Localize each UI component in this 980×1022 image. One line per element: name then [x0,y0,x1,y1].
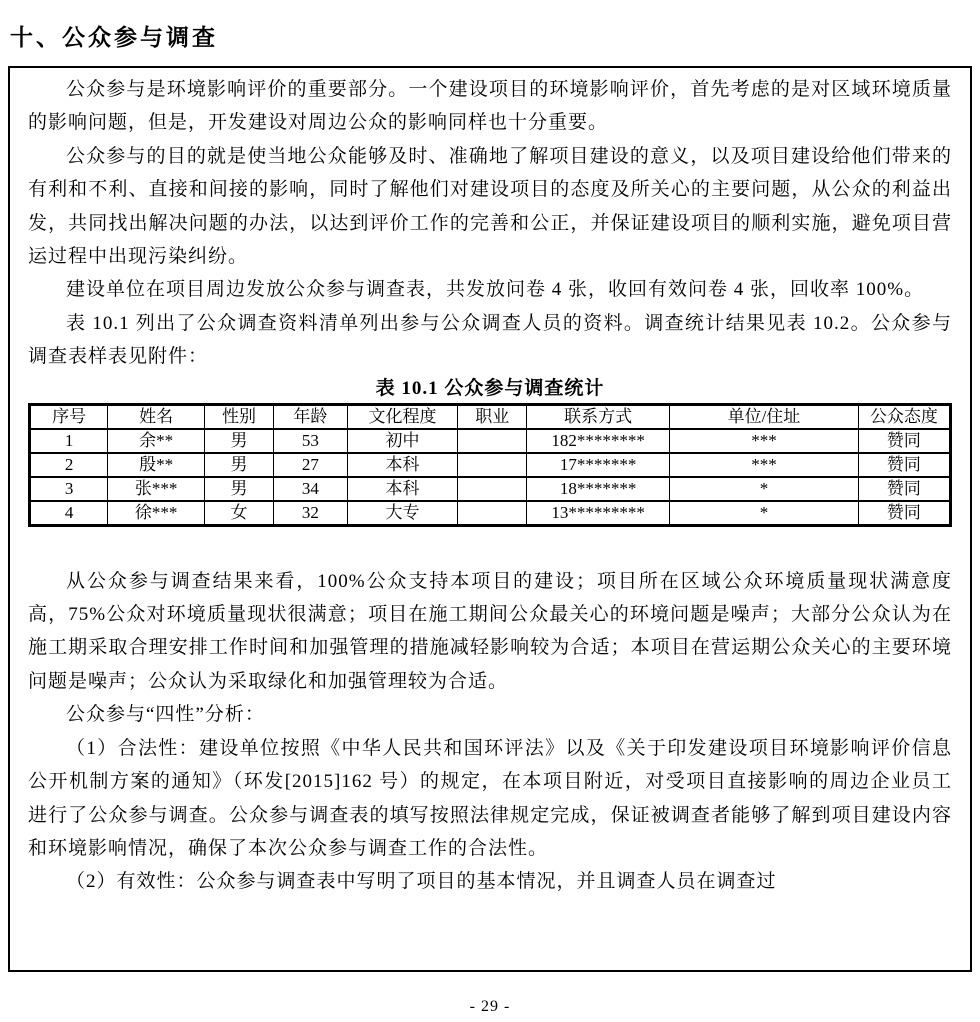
cell: 18******* [527,477,670,501]
table-row [30,477,951,501]
col-header: 文化程度 [347,404,458,429]
paragraph: 公众参与是环境影响评价的重要部分。一个建设项目的环境影响评价，首先考虑的是对区域环境质量的影响问题，但是，开发建设对周边公众的影响同样也十分重要。 [28,79,952,134]
cell: 4 [30,501,108,526]
cell: 17******* [527,453,670,477]
survey-table [28,403,952,527]
cell: *** [670,429,859,453]
section-heading: 十、公众参与调查 [10,24,218,50]
cell: 182******** [527,429,670,453]
cell [458,501,527,526]
table-header-row [30,404,951,429]
table-row [30,501,951,526]
cell: 赞同 [858,453,950,477]
cell: *** [670,453,859,477]
paragraph: （2）有效性：公众参与调查表中写明了项目的基本情况，并且调查人员在调查过 [66,871,777,893]
cell: 赞同 [858,477,950,501]
cell: 赞同 [858,501,950,526]
paragraph: 公众参与“四性”分析： [66,704,265,726]
cell: 大专 [347,501,458,526]
cell: 1 [30,429,108,453]
cell [458,477,527,501]
paragraph: 从公众参与调查结果来看，100%公众支持本项目的建设；项目所在区域公众环境质量现状满意度高，75%公众对环境质量现状很满意；项目在施工期间公众最关心的环境问题是噪声；大部分公众认为在施工期采取合理安排工作时间和加强管理的措施减轻影响较为合适；本项目在营运期公众关心的主要环境问题是噪声；公众认为采取绿化和加强管理较为合适。 [28,570,952,692]
cell: * [670,501,859,526]
col-header: 联系方式 [527,404,670,429]
cell: 13********* [527,501,670,526]
paragraph: 建设单位在项目周边发放公众参与调查表，共发放问卷 4 张，收回有效问卷 4 张，回收率 100%。 [66,279,925,301]
cell: 张*** [108,477,205,501]
col-header: 性别 [204,404,273,429]
cell: 女 [204,501,273,526]
cell: 本科 [347,453,458,477]
cell: 2 [30,453,108,477]
cell: 本科 [347,477,458,501]
cell: 男 [204,477,273,501]
cell: 初中 [347,429,458,453]
cell: 男 [204,453,273,477]
col-header: 姓名 [108,404,205,429]
paragraph: 表 10.1 列出了公众调查资料清单列出参与公众调查人员的资料。调查统计结果见表 10.2。公众参与调查表样表见附件： [28,312,952,368]
cell: 32 [274,501,348,526]
cell: 27 [274,453,348,477]
cell: 徐*** [108,501,205,526]
col-header: 职业 [458,404,527,429]
content-box [8,66,972,972]
col-header: 年龄 [274,404,348,429]
cell: 3 [30,477,108,501]
table-row [30,429,951,453]
cell: 赞同 [858,429,950,453]
paragraph: （1）合法性：建设单位按照《中华人民共和国环评法》以及《关于印发建设项目环境影响评价信息公开机制方案的通知》（环发[2015]162 号）的规定，在本项目附近，对受项目直接影响的周边企业员工进行了公众参与调查。公众参与调查表的填写按照法律规定完成，保证被调查者能够了解到项目建设内容和环境影响情况，确保了本次公众参与调查工作的合法性。 [28,737,952,859]
table-row [30,453,951,477]
cell: * [670,477,859,501]
table-title: 表 10.1 公众参与调查统计 [375,377,605,399]
cell [458,429,527,453]
cell: 男 [204,429,273,453]
col-header: 公众态度 [858,404,950,429]
col-header: 单位/住址 [670,404,859,429]
cell [458,453,527,477]
col-header: 序号 [30,404,108,429]
cell: 余** [108,429,205,453]
cell: 34 [274,477,348,501]
page-number: - 29 - [469,998,511,1015]
cell: 53 [274,429,348,453]
cell: 殷** [108,453,205,477]
paragraph: 公众参与的目的就是使当地公众能够及时、准确地了解项目建设的意义，以及项目建设给他们带来的有利和不利、直接和间接的影响，同时了解他们对建设项目的态度及所关心的主要问题，从公众的利益出发，共同找出解决问题的办法，以达到评价工作的完善和公正，并保证建设项目的顺利实施，避免项目营运过程中出现污染纠纷。 [28,145,952,268]
